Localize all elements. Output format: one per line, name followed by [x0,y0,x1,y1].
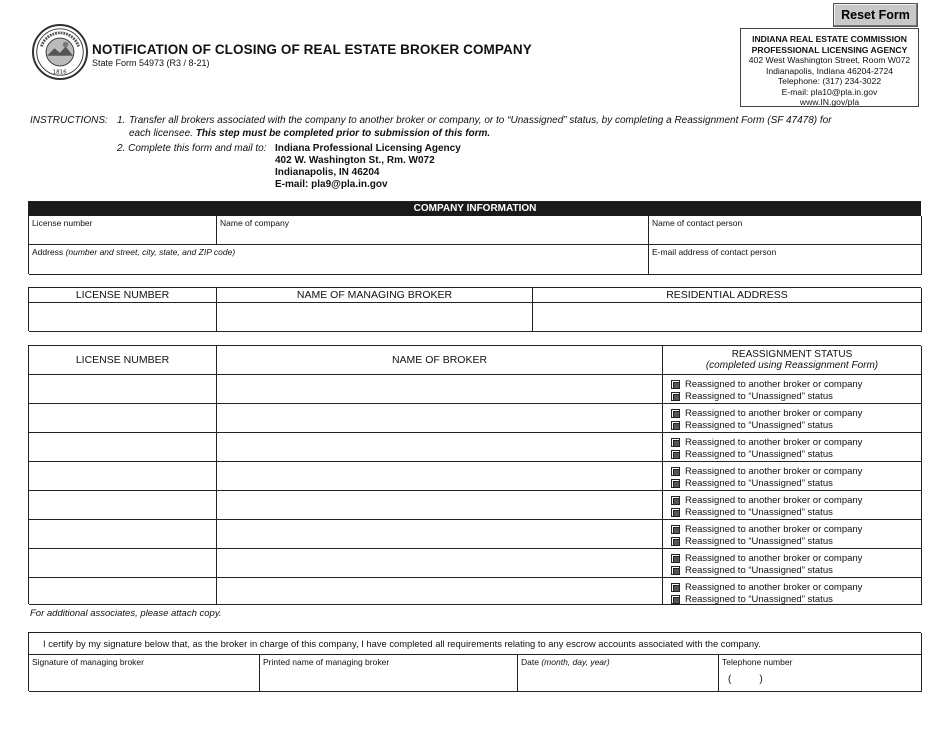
managing-broker-table [28,287,921,331]
reassign-broker-option[interactable] [671,581,921,593]
agency-name: PROFESSIONAL LICENSING AGENCY [751,44,908,55]
date-label: Date [521,657,539,667]
reassign-unassigned-option[interactable] [671,564,921,576]
instruction-2-text: Complete this form and mail to: [128,143,267,154]
broker-license-input[interactable] [29,375,217,404]
reassignment-status-header [663,346,922,375]
option-label: Reassigned to “Unassigned” status [685,535,833,547]
checkbox-icon[interactable] [671,525,680,534]
agency-email: E-mail: pla10@pla.in.gov [781,86,878,97]
option-label: Reassigned to “Unassigned” status [685,506,833,518]
broker-license-input[interactable] [29,520,217,549]
form-title: NOTIFICATION OF CLOSING OF REAL ESTATE BROKER COMPANY [92,42,532,57]
mail-email: E-mail: pla9@pla.in.gov [275,179,388,190]
reassignment-status-cell [663,520,922,549]
broker-license-input[interactable] [29,549,217,578]
option-label: Reassigned to another broker or company [685,407,863,419]
printed-name-field[interactable] [260,655,518,692]
instruction-1 [117,115,837,140]
reassign-broker-option[interactable] [671,465,921,477]
agency-address-box [740,28,919,107]
reassignment-status-cell [663,404,922,433]
checkbox-icon[interactable] [671,479,680,488]
reassign-unassigned-option[interactable] [671,506,921,518]
option-label: Reassigned to another broker or company [685,552,863,564]
broker-name-header: NAME OF BROKER [217,346,663,375]
reassignment-status-cell [663,578,922,605]
option-label: Reassigned to “Unassigned” status [685,448,833,460]
instruction-1-bold: This step must be completed prior to submission of this form. [195,127,491,139]
company-information-section [28,201,921,274]
company-information-header: COMPANY INFORMATION [29,202,921,216]
checkbox-icon[interactable] [671,496,680,505]
option-label: Reassigned to another broker or company [685,494,863,506]
reassign-broker-option[interactable] [671,494,921,506]
managing-name-input[interactable] [217,303,533,332]
broker-license-input[interactable] [29,491,217,520]
checkbox-icon[interactable] [671,450,680,459]
option-label: Reassigned to another broker or company [685,465,863,477]
reassignment-status-cell [663,433,922,462]
mail-street: 402 W. Washington St., Rm. W072 [275,155,435,166]
contact-person-label: Name of contact person [652,218,743,228]
reassignment-status-cell [663,462,922,491]
contact-email-label: E-mail address of contact person [652,247,777,257]
reassignment-status-subtitle: (completed using Reassignment Form) [705,360,879,371]
broker-license-input[interactable] [29,404,217,433]
form-number: State Form 54973 (R3 / 8-21) [92,58,210,68]
instruction-1-number: 1. [117,115,126,126]
checkbox-icon[interactable] [671,583,680,592]
reassignment-status-cell [663,491,922,520]
broker-name-input[interactable] [217,462,663,491]
svg-text:1816: 1816 [52,69,67,76]
date-field[interactable] [518,655,719,692]
reset-form-button[interactable]: Reset Form [833,3,918,27]
contact-person-field[interactable] [649,216,922,245]
reassign-unassigned-option[interactable] [671,390,921,402]
instruction-2-number: 2. [117,143,126,154]
agency-street: 402 West Washington Street, Room W072 [748,55,911,65]
instruction-1-text [117,115,837,140]
broker-license-input[interactable] [29,462,217,491]
company-name-label: Name of company [220,218,289,228]
managing-name-header: NAME OF MANAGING BROKER [217,288,533,303]
checkbox-icon[interactable] [671,392,680,401]
instructions-label: INSTRUCTIONS: [30,115,108,126]
broker-name-input[interactable] [217,375,663,404]
checkbox-icon[interactable] [671,537,680,546]
residential-address-header: RESIDENTIAL ADDRESS [533,288,922,303]
agency-phone: Telephone: (317) 234-3022 [777,76,882,86]
broker-table [28,345,921,604]
certification-statement: I certify by my signature below that, as the broker in charge of this company, I have completed all requirements relating to any escrow accounts associated with the company. [29,633,922,655]
company-license-field[interactable] [29,216,217,245]
option-label: Reassigned to “Unassigned” status [685,419,833,431]
address-label: Address [32,247,64,257]
reassign-unassigned-option[interactable] [671,477,921,489]
checkbox-icon[interactable] [671,467,680,476]
managing-license-input[interactable] [29,303,217,332]
reassign-unassigned-option[interactable] [671,448,921,460]
telephone-close-paren: ) [759,674,763,685]
printed-name-label: Printed name of managing broker [263,657,390,667]
company-name-field[interactable] [217,216,649,245]
broker-license-input[interactable] [29,578,217,605]
reassign-broker-option[interactable] [671,552,921,564]
mail-agency: Indiana Professional Licensing Agency [275,143,461,154]
date-hint: (month, day, year) [541,657,610,667]
reassignment-status-cell [663,549,922,578]
broker-license-input[interactable] [29,433,217,462]
signature-field[interactable] [29,655,260,692]
reassign-unassigned-option[interactable] [671,535,921,547]
mail-city: Indianapolis, IN 46204 [275,167,380,178]
option-label: Reassigned to another broker or company [685,581,863,593]
option-label: Reassigned to “Unassigned” status [685,564,833,576]
broker-name-input[interactable] [217,491,663,520]
instruction-2 [117,143,267,154]
checkbox-icon[interactable] [671,595,680,604]
checkbox-icon[interactable] [671,409,680,418]
reassignment-status-title: REASSIGNMENT STATUS [731,349,853,360]
checkbox-icon[interactable] [671,380,680,389]
reassign-broker-option[interactable] [671,407,921,419]
option-label: Reassigned to another broker or company [685,378,863,390]
broker-name-input[interactable] [217,404,663,433]
reassignment-status-cell [663,375,922,404]
instruction-1-body: Transfer all brokers associated with the company to another broker or company, or to “Unassigned” status, by completing a Reassignment Form (SF 47478) for each licensee. [129,115,832,139]
reassign-broker-option[interactable] [671,523,921,535]
agency-city: Indianapolis, Indiana 46204-2724 [765,65,894,76]
option-label: Reassigned to “Unassigned” status [685,593,833,605]
managing-license-header: LICENSE NUMBER [29,288,217,303]
reassign-unassigned-option[interactable] [671,419,921,431]
company-address-field[interactable] [29,245,649,275]
reassign-broker-option[interactable] [671,378,921,390]
option-label: Reassigned to “Unassigned” status [685,477,833,489]
contact-email-field[interactable] [649,245,922,275]
broker-name-input[interactable] [217,549,663,578]
address-hint: (number and street, city, state, and ZIP code) [65,247,236,257]
additional-associates-note: For additional associates, please attach copy. [30,608,222,619]
option-label: Reassigned to “Unassigned” status [685,390,833,402]
reassign-broker-option[interactable] [671,436,921,448]
seal-icon [34,26,86,78]
telephone-parens [722,674,918,685]
checkbox-icon[interactable] [671,554,680,563]
residential-address-input[interactable] [533,303,922,332]
broker-license-header: LICENSE NUMBER [29,346,217,375]
certification-section [28,632,921,691]
company-license-label: License number [32,218,93,228]
state-seal [32,24,88,80]
broker-name-input[interactable] [217,433,663,462]
telephone-field[interactable] [719,655,922,692]
telephone-label: Telephone number [722,657,793,667]
broker-name-input[interactable] [217,520,663,549]
checkbox-icon[interactable] [671,508,680,517]
telephone-open-paren: ( [728,674,732,685]
reassign-unassigned-option[interactable] [671,593,921,605]
checkbox-icon[interactable] [671,438,680,447]
mail-address [275,143,461,191]
option-label: Reassigned to another broker or company [685,436,863,448]
agency-website: www.IN.gov/pla [799,97,860,107]
checkbox-icon[interactable] [671,421,680,430]
broker-name-input[interactable] [217,578,663,605]
agency-commission: INDIANA REAL ESTATE COMMISSION [752,34,907,44]
checkbox-icon[interactable] [671,566,680,575]
option-label: Reassigned to another broker or company [685,523,863,535]
signature-label: Signature of managing broker [32,657,144,667]
